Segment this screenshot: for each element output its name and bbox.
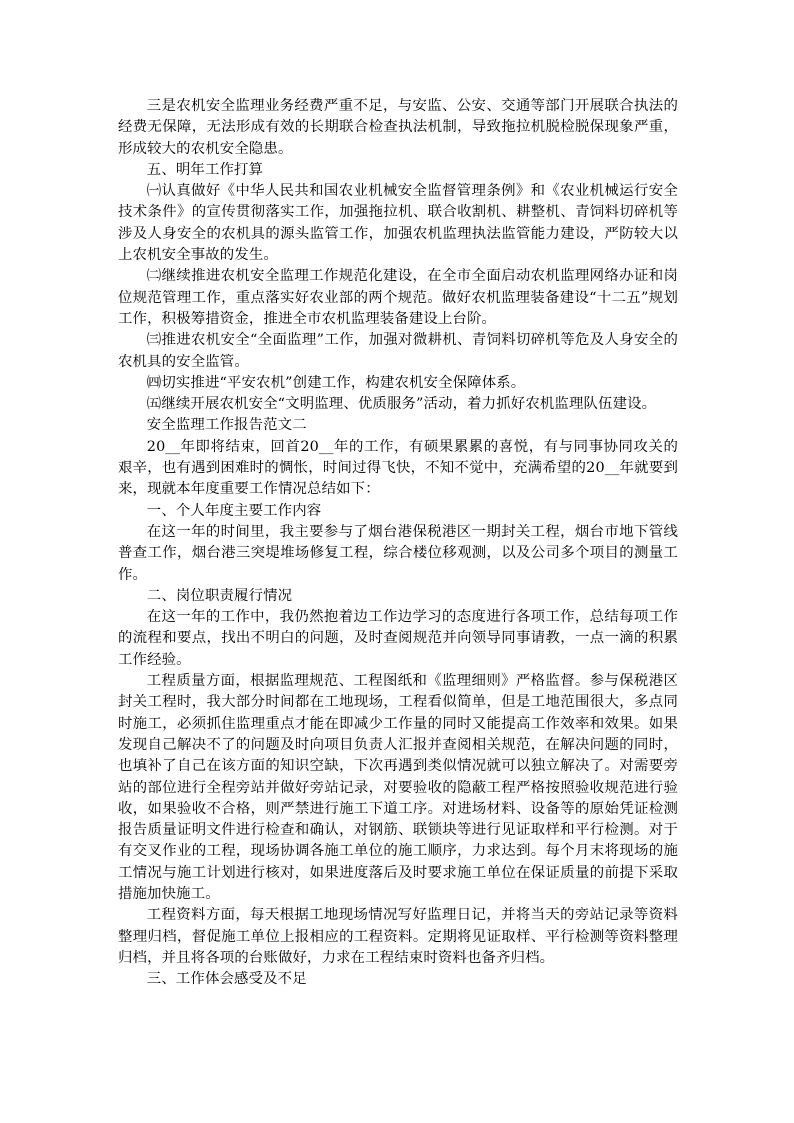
section-heading-experience: 三、工作体会感受及不足 [146, 971, 307, 988]
plan-item-2: ㈡继续推进农机安全监理工作规范化建设，在全市全面启动农机监理网络办证和岗位规范管理工作，重点落实好农业部的两个规范。做好农机监理装备建设“十二五”规划工作，积极筹措资金，推进全市农机监理装备建设上台阶。 [118, 268, 678, 327]
paragraph-funding-shortage: 三是农机安全监理业务经费严重不足，与安监、公安、交通等部门开展联合执法的经费无保障，无法形成有效的长期联合检查执法机制，导致拖拉机脱检脱保现象严重，形成较大的农机安全隐患。 [118, 98, 678, 157]
section-heading-main-work: 一、个人年度主要工作内容 [146, 502, 322, 519]
document-body [118, 96, 678, 990]
paragraph-documentation: 工程资料方面，每天根据工地现场情况写好监理日记，并将当天的旁站记录等资料整理归档，督促施工单位上报相应的工程资料。定期将见证取样、平行检测等资料整理归档，并且将各项的台账做好，力求在工程结束时资料也备齐归档。 [118, 907, 678, 966]
section-heading-next-year-plan: 五、明年工作打算 [146, 161, 264, 178]
paragraph-quality: 工程质量方面，根据监理规范、工程图纸和《监理细则》严格监督。参与保税港区封关工程时，我大部分时间都在工地现场，工程看似简单，但是工地范围很大，多点同时施工，必须抓住监理重点才能在即减少工作量的同时又能提高工作效率和效果。如果发现自己解决不了的问题及时向项目负责人汇报并查阅相关规范，在解决问题的同时，也填补了自己在该方面的知识空缺，下次再遇到类似情况就可以独立解决了。对需要旁站的部位进行全程旁站并做好旁站记录，对要验收的隐蔽工程严格按照验收规范进行验收，如果验收不合格，则严禁进行施工下道工序。对进场材料、设备等的原始凭证检测报告质量证明文件进行检查和确认，对钢筋、联锁块等进行见证取样和平行检测。对于有交叉作业的工程，现场协调各施工单位的施工顺序，力求达到。每个月末将现场的施工情况与施工计划进行核对，如果进度落后及时要求施工单位在保证质量的前提下采取措施加快施工。 [118, 673, 678, 902]
plan-item-5: ㈤继续开展农机安全“文明监理、优质服务”活动，着力抓好农机监理队伍建设。 [146, 396, 657, 413]
paragraph-duties: 在这一年的工作中，我仍然抱着边工作边学习的态度进行各项工作，总结每项工作的流程和要点，找出不明白的问题，及时查阅规范并向领导同事请教，一点一滴的积累工作经验。 [118, 609, 678, 668]
plan-item-1: ㈠认真做好《中华人民共和国农业机械安全监督管理条例》和《农业机械运行安全技术条件》的宣传贯彻落实工作，加强拖拉机、联合收割机、耕整机、青饲料切碎机等涉及人身安全的农机具的源头监管工作，加强农机监理执法监管能力建设，严防较大以上农机安全事故的发生。 [118, 183, 678, 264]
plan-item-4: ㈣切实推进“平安农机”创建工作，构建农机安全保障体系。 [146, 374, 526, 391]
paragraph-introduction: 20__年即将结束，回首20__年的工作，有硕果累累的喜悦，有与同事协同攻关的艰辛，也有遇到困难时的惆怅，时间过得飞快，不知不觉中，充满希望的20__年就要到来，现就本年度重要工作情况总结如下： [118, 438, 678, 498]
sample-report-title: 安全监理工作报告范文二 [146, 417, 307, 434]
plan-item-3: ㈢推进农机安全“全面监理”工作，加强对微耕机、青饲料切碎机等危及人身安全的农机具的安全监管。 [118, 332, 678, 370]
paragraph-main-work: 在这一年的时间里，我主要参与了烟台港保税港区一期封关工程，烟台市地下管线普查工作，烟台港三突堤堆场修复工程，综合楼位移观测，以及公司多个项目的测量工作。 [118, 523, 678, 583]
section-heading-duties: 二、岗位职责履行情况 [146, 587, 293, 604]
